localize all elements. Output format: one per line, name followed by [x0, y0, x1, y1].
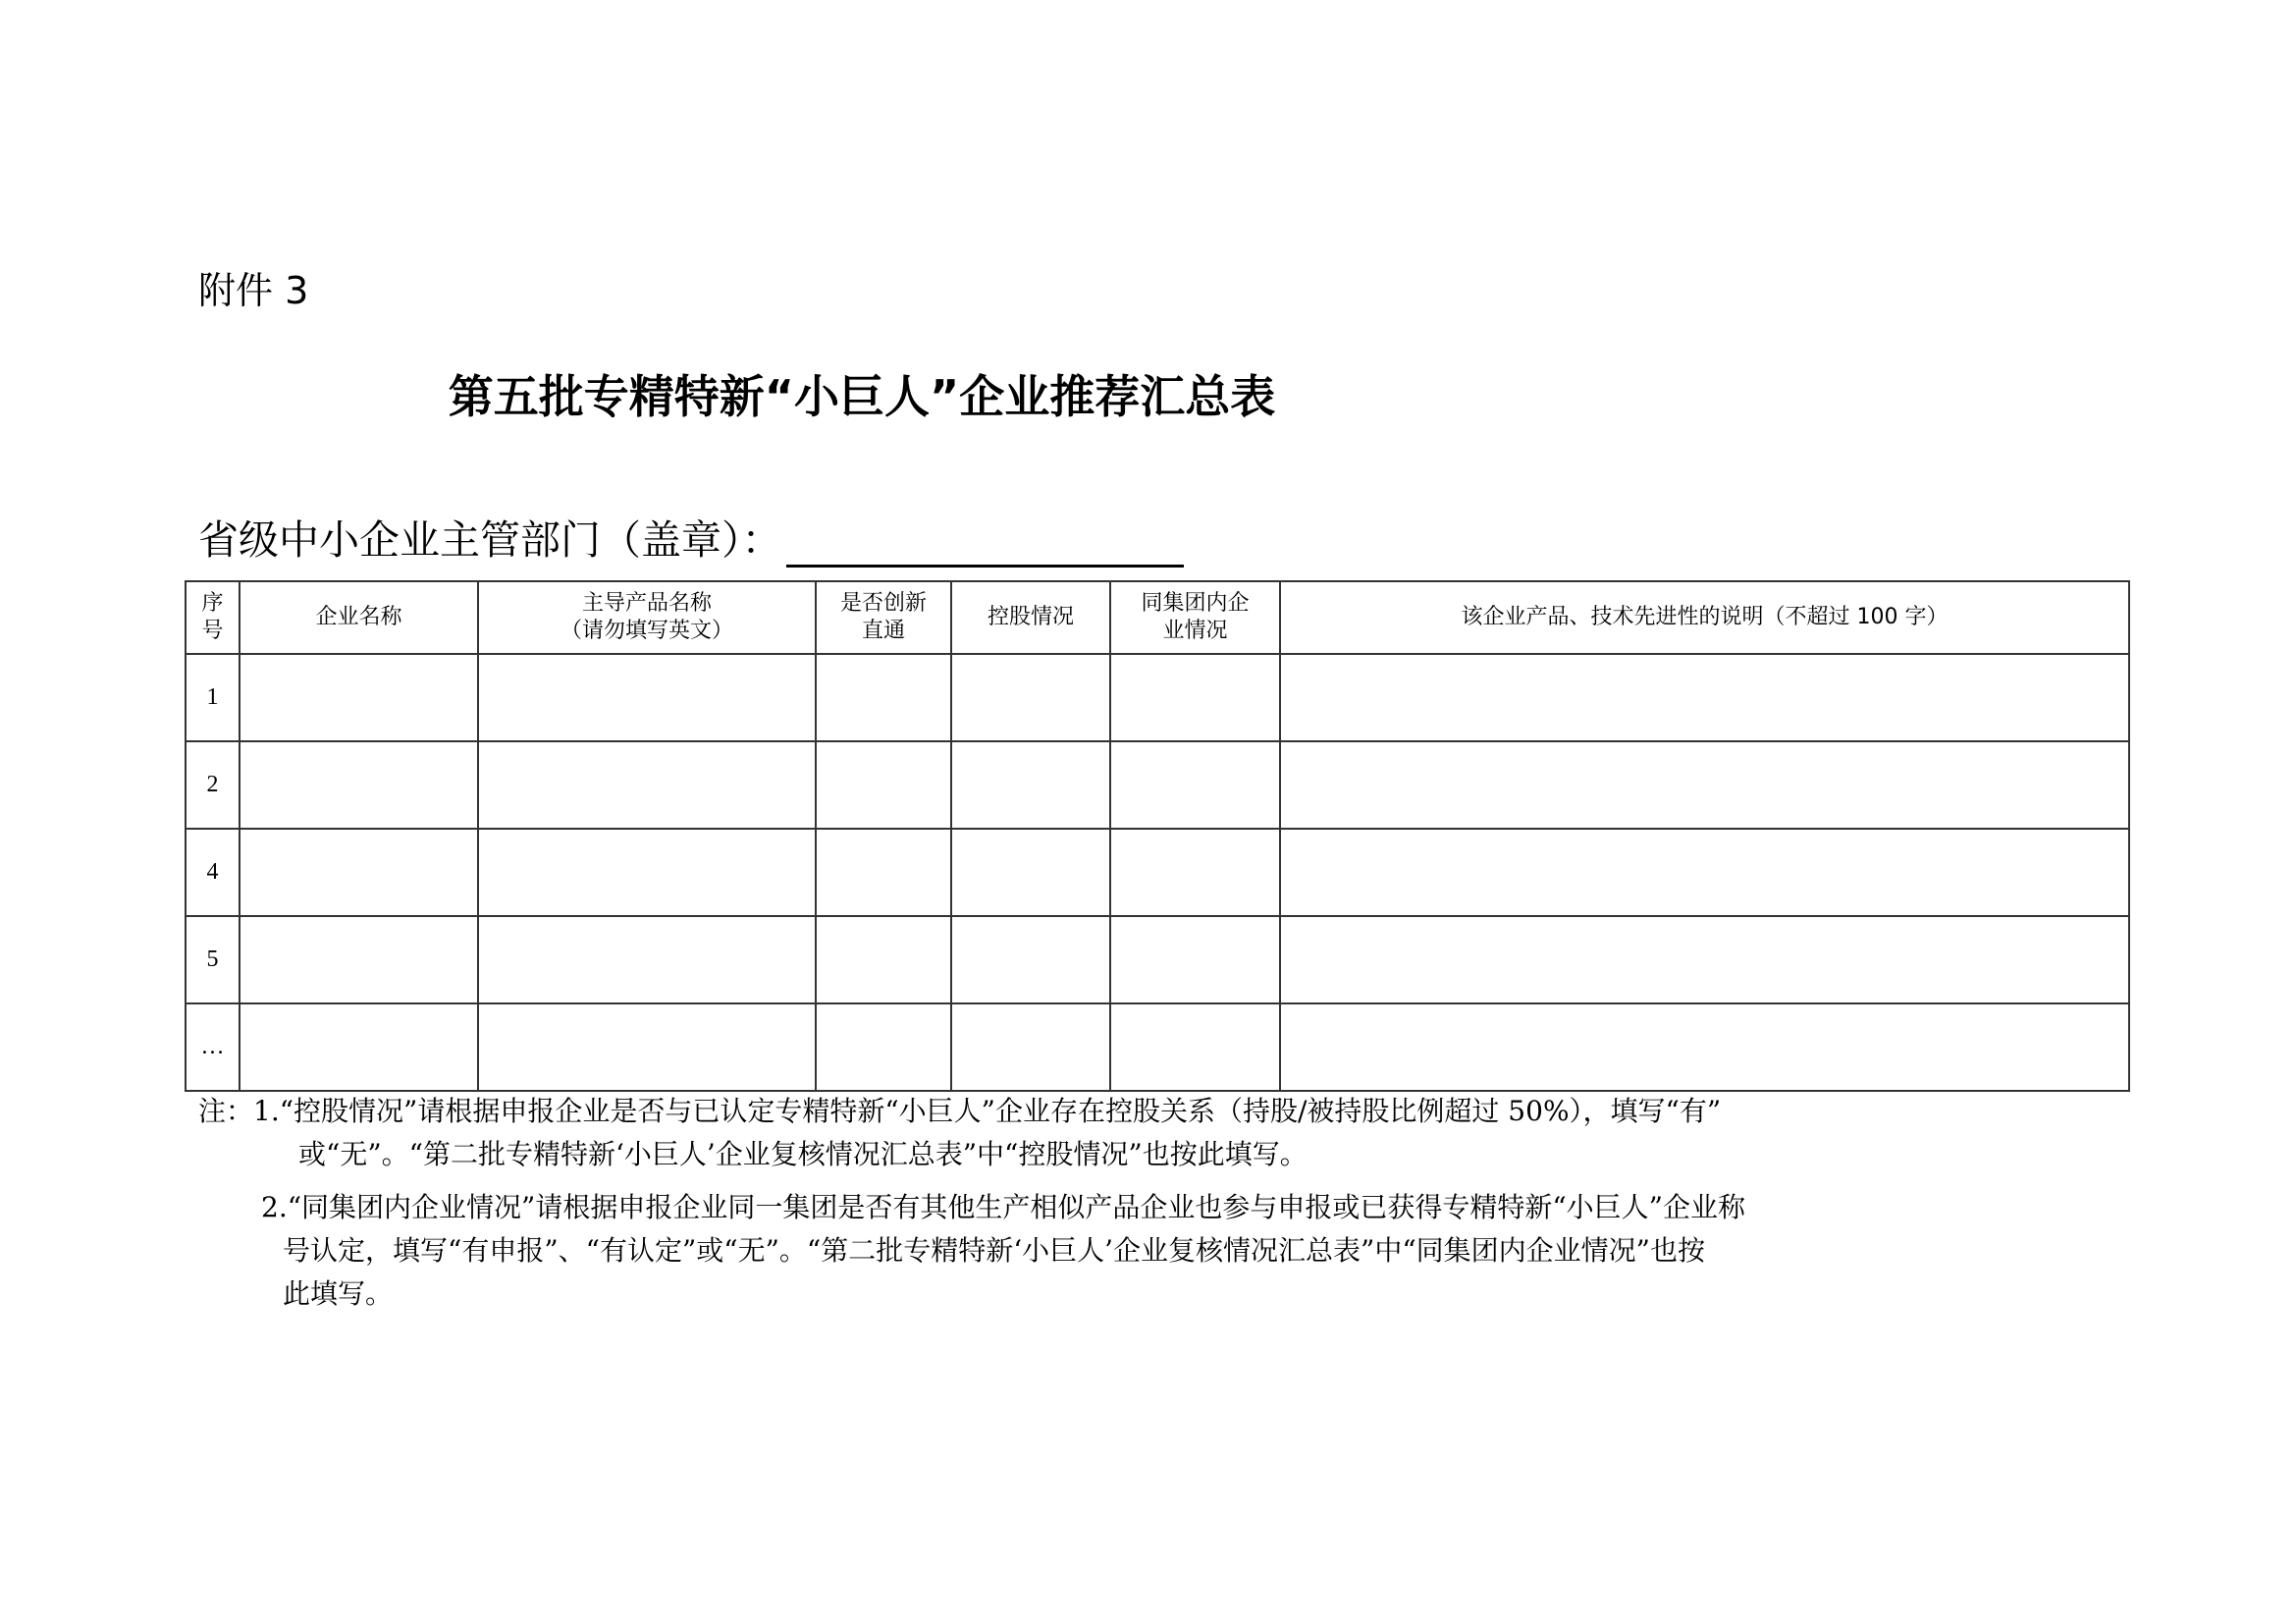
cell-company-name[interactable] — [240, 741, 478, 829]
attachment-label: 附件 3 — [198, 269, 309, 312]
dept-fill-blank[interactable] — [786, 517, 1184, 568]
cell-holding[interactable] — [951, 741, 1110, 829]
table-header-row — [186, 581, 2129, 654]
cell-description[interactable] — [1280, 741, 2129, 829]
note-1-line-2: 或“无”。“第二批专精特新‘小巨人’企业复核情况汇总表”中“控股情况”也按此填写。 — [298, 1138, 1308, 1170]
cell-description[interactable] — [1280, 829, 2129, 916]
page-title: 第五批专精特新“小巨人”企业推荐汇总表 — [448, 370, 1276, 423]
cell-group-companies[interactable] — [1110, 741, 1280, 829]
cell-main-product[interactable] — [478, 654, 816, 741]
table-row — [186, 829, 2129, 916]
row-index: 4 — [186, 829, 240, 916]
table-row — [186, 916, 2129, 1003]
cell-innovation-direct[interactable] — [816, 1003, 951, 1091]
cell-company-name[interactable] — [240, 654, 478, 741]
cell-holding[interactable] — [951, 916, 1110, 1003]
row-index: 1 — [186, 654, 240, 741]
dept-seal-line — [198, 509, 1184, 568]
col-header-innovation-direct: 是否创新 直通 — [816, 581, 951, 654]
col-header-holding: 控股情况 — [951, 581, 1110, 654]
col-header-company-name: 企业名称 — [240, 581, 478, 654]
cell-main-product[interactable] — [478, 829, 816, 916]
note-2-line-2: 号认定，填写“有申报”、“有认定”或“无”。“第二批专精特新‘小巨人’企业复核情况汇总表”中“同集团内企业情况”也按 — [283, 1234, 1705, 1267]
table-row — [186, 741, 2129, 829]
cell-company-name[interactable] — [240, 1003, 478, 1091]
table-row — [186, 654, 2129, 741]
cell-group-companies[interactable] — [1110, 916, 1280, 1003]
cell-company-name[interactable] — [240, 916, 478, 1003]
dept-label: 省级中小企业主管部门（盖章）： — [198, 516, 782, 564]
row-index: 5 — [186, 916, 240, 1003]
note-2-line-1: 2.“同集团内企业情况”请根据申报企业同一集团是否有其他生产相似产品企业也参与申报或已获得专精特新“小巨人”企业称 — [261, 1191, 1745, 1223]
row-index: … — [186, 1003, 240, 1091]
note-2-line-3: 此填写。 — [283, 1277, 394, 1310]
row-index: 2 — [186, 741, 240, 829]
cell-group-companies[interactable] — [1110, 654, 1280, 741]
col-header-group-companies: 同集团内企 业情况 — [1110, 581, 1280, 654]
table-row — [186, 1003, 2129, 1091]
notes-section — [198, 1090, 2122, 1316]
cell-description[interactable] — [1280, 1003, 2129, 1091]
cell-group-companies[interactable] — [1110, 829, 1280, 916]
cell-innovation-direct[interactable] — [816, 829, 951, 916]
cell-innovation-direct[interactable] — [816, 916, 951, 1003]
cell-description[interactable] — [1280, 916, 2129, 1003]
summary-table — [185, 580, 2130, 1092]
cell-company-name[interactable] — [240, 829, 478, 916]
cell-main-product[interactable] — [478, 1003, 816, 1091]
cell-holding[interactable] — [951, 1003, 1110, 1091]
cell-holding[interactable] — [951, 654, 1110, 741]
cell-main-product[interactable] — [478, 916, 816, 1003]
cell-innovation-direct[interactable] — [816, 741, 951, 829]
cell-description[interactable] — [1280, 654, 2129, 741]
note-1-line-1: 注：1.“控股情况”请根据申报企业是否与已认定专精特新“小巨人”企业存在控股关系（持股/被持股比例超过 50%），填写“有” — [198, 1095, 1722, 1127]
cell-group-companies[interactable] — [1110, 1003, 1280, 1091]
col-header-main-product: 主导产品名称 （请勿填写英文） — [478, 581, 816, 654]
cell-main-product[interactable] — [478, 741, 816, 829]
col-header-description: 该企业产品、技术先进性的说明（不超过 100 字） — [1280, 581, 2129, 654]
cell-holding[interactable] — [951, 829, 1110, 916]
cell-innovation-direct[interactable] — [816, 654, 951, 741]
col-header-index: 序 号 — [186, 581, 240, 654]
